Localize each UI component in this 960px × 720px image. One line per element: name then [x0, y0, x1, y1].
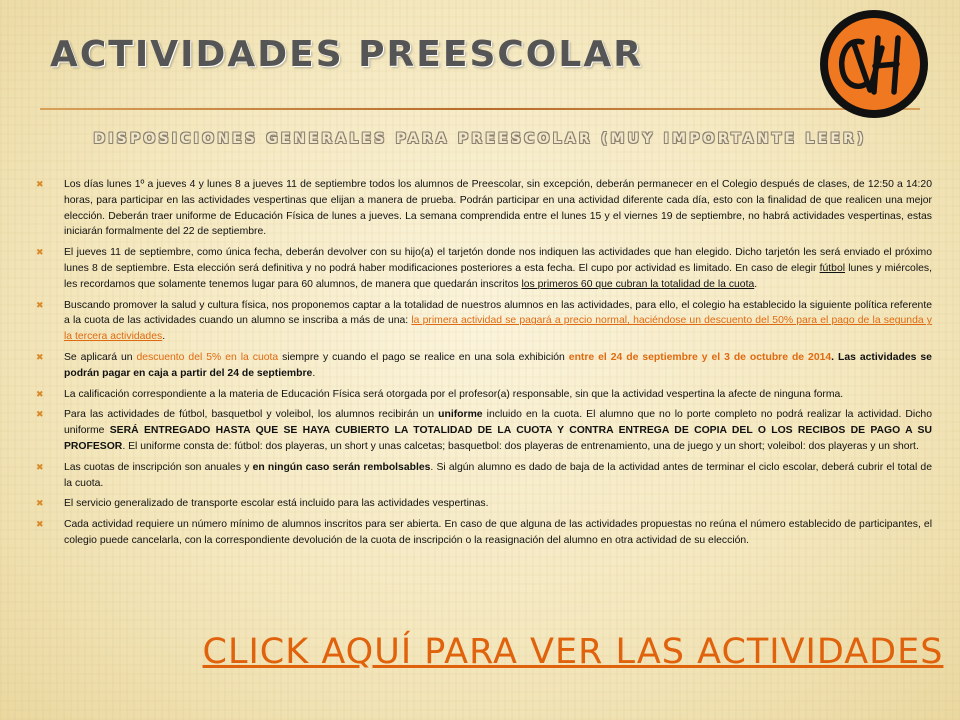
bullet-marker-icon: ✖: [36, 179, 44, 189]
bullet-text: Para las actividades de fútbol, basquetbol y voleibol, los alumnos recibirán un: [64, 409, 439, 421]
discount-emphasis: descuento del 5% en la cuota: [136, 351, 279, 363]
list-item: [36, 496, 932, 512]
view-activities-link[interactable]: CLICK AQUÍ PARA VER LAS ACTIVIDADES: [202, 632, 944, 672]
futbol-emphasis: fútbol: [819, 262, 846, 274]
bullet-marker-icon: ✖: [36, 247, 44, 258]
bullet-marker-icon: ✖: [36, 388, 44, 399]
title-divider: [40, 108, 920, 110]
bullet-marker-icon: ✖: [36, 461, 44, 472]
bullet-text: Buscando promover la salud y cultura física, nos proponemos captar a la totalidad de nuestros alumnos en las actividades, para ello, el colegio ha establecido la siguiente política referente a la cuota de las actividades cuando un alumno se inscriba a más de una:: [64, 299, 932, 327]
bullet-text: .: [312, 367, 316, 379]
bullet-text: siempre y cuando el pago se realice en una sola exhibición: [278, 351, 569, 363]
list-item: [36, 298, 932, 345]
bullet-marker-icon: ✖: [36, 409, 44, 420]
list-item: [36, 350, 932, 382]
discount-policy-link[interactable]: la primera actividad se pagará a precio normal, haciéndose un descuento del 50% para el pago de la segunda y la tercera actividades: [64, 315, 932, 343]
bullet-text: incluido en la cuota. El alumno que no lo porte completo no podrá realizar la actividad. Dicho uniforme: [64, 409, 932, 437]
rules-list: [36, 177, 933, 552]
bullet-marker-icon: ✖: [36, 299, 44, 310]
list-item: [36, 407, 932, 454]
payment-dates-emphasis: entre el 24 de septiembre y el 3 de octubre de 2014: [568, 351, 832, 363]
bullet-text: . Si algún alumno es dado de baja de la actividad antes de terminar el ciclo escolar, deberá cubrir el total de la cuota.: [64, 461, 932, 489]
list-item: [36, 245, 933, 292]
bullet-text: Los días lunes 1º a jueves 4 y lunes 8 a jueves 11 de septiembre todos los alumnos de Preescolar, sin excepción, deberán permanecer en el Colegio después de clases, de 12:50 a 14:20 horas, para participar en las actividades vespertinas que elijan a manera de prueba. Podrán participar en una actividad diferente cada día, esto con la finalidad de que realicen una mejor elección. Deberán traer uniforme de Educación Física de lunes a jueves. La semana comprendida entre el lunes 15 y el viernes 19 de septiembre, no habrá actividades vespertinas, estas iniciarán formalmente del 22 de septiembre.: [64, 179, 932, 238]
bullet-text: Se aplicará un: [64, 351, 137, 363]
bullet-marker-icon: ✖: [36, 519, 44, 530]
bullet-text: Las cuotas de inscripción son anuales y: [64, 461, 253, 473]
bullet-text: Cada actividad requiere un número mínimo de alumnos inscritos para ser abierta. En caso de que alguna de las actividades propuestas no reúna el número establecido de participantes, el colegio puede cancelarla, con la correspondiente devolución de la cuota de inscripción o la reasignación del alumno en otra actividad de su elección.: [64, 519, 932, 546]
bullet-text: El servicio generalizado de transporte escolar está incluido para las actividades vespertinas.: [64, 498, 489, 510]
list-item: [36, 387, 932, 403]
bullet-marker-icon: ✖: [36, 498, 44, 509]
bullet-text: La calificación correspondiente a la materia de Educación Física será otorgada por el profesor(a) responsable, sin que la actividad vespertina la afecte de ninguna forma.: [64, 388, 844, 400]
list-item: [36, 517, 932, 549]
uniform-emphasis: uniforme: [438, 409, 483, 421]
bullet-text: . El uniforme consta de: fútbol: dos playeras, un short y unas calcetas; basquetbol: dos playeras de entrenamiento, una de juego y un short; voleibol: dos playeras y un short.: [122, 440, 919, 452]
bullet-text: El jueves 11 de septiembre, como única fecha, deberán devolver con su hijo(a) el tarjetón donde nos indiquen las actividades que han elegido. Dicho tarjetón les será enviado el próximo lunes 8 de septiembre. Esta elección será definitiva y no podrá haber modificaciones posteriores a esta fecha. El cupo por actividad es limitado. En caso de elegir: [64, 247, 932, 274]
list-item: [36, 460, 932, 492]
bullet-text: .: [754, 278, 758, 290]
cvh-logo: [818, 8, 930, 120]
bullet-text: .: [162, 331, 166, 343]
section-subtitle: DISPOSICIONES GENERALES PARA PREESCOLAR (MUY IMPORTANTE LEER): [93, 131, 867, 147]
list-item: [36, 177, 932, 240]
payment-note: . Las actividades se podrán pagar en caja a partir del 24 de septiembre: [64, 351, 932, 379]
bullet-marker-icon: ✖: [36, 351, 44, 362]
no-refund-emphasis: en ningún caso serán rembolsables: [252, 461, 431, 473]
uniform-delivery-emphasis: SERÁ ENTREGADO HASTA QUE SE HAYA CUBIERTO LA TOTALIDAD DE LA CUOTA Y CONTRA ENTREGA DE COPIA DEL O LOS RECIBOS DE PAGO A SU PROFESOR: [64, 425, 932, 452]
bullet-text: lunes y miércoles, les recordamos que solamente tenemos lugar para 60 alumnos, de manera que quedarán inscritos: [64, 262, 933, 290]
page-title: ACTIVIDADES PREESCOLAR: [50, 34, 643, 75]
first-60-emphasis: los primeros 60 que cubran la totalidad de la cuota: [521, 278, 755, 290]
